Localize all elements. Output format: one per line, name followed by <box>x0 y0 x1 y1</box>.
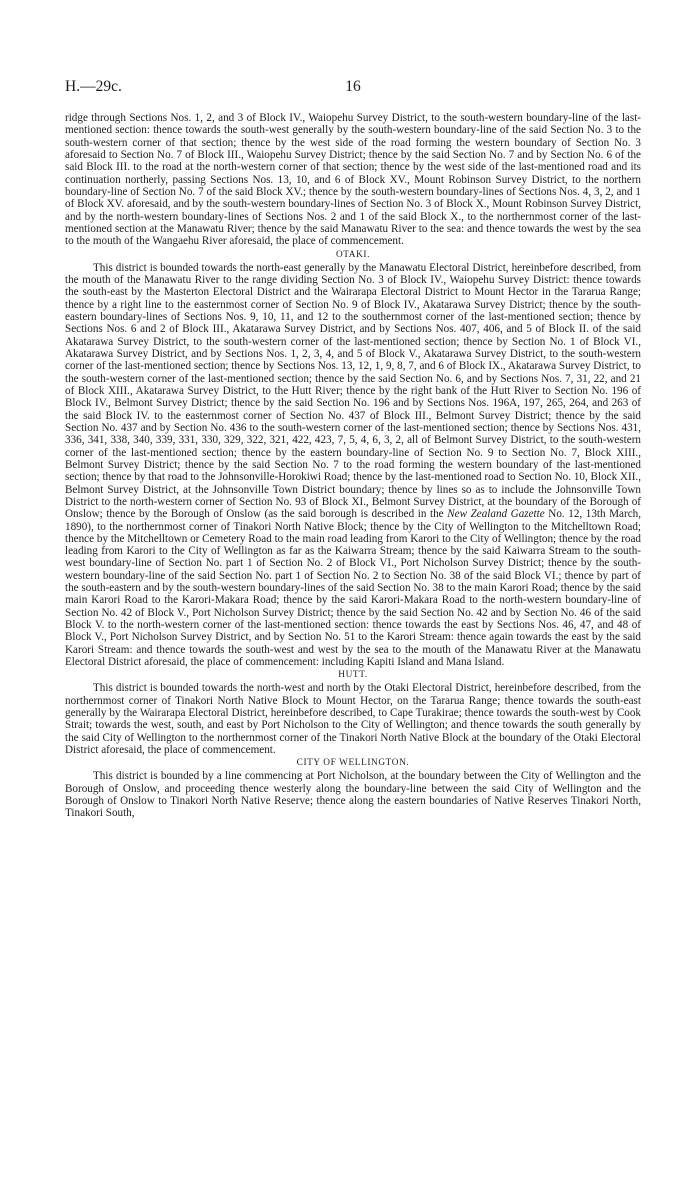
otaki-text-part-2: No. 12, 13th March, 1890), to the northernmost corner of Tinakori North Native Block; thence by the City of Wellington to the Mitchelltown Road; thence by the Mitchelltown or Cemetery Road to the main road leading from Karori to the City of Wellington; thence by the road leading from Karori to the City of Wellington as far as the Kaiwarra Stream; thence by the said Kaiwarra Stream to the south-west boundary-line of Section No. part 1 of Section No. 2 of Block VI., Port Nicholson Survey District; thence by the south-western boundary-line of the said Section No. part 1 of Section No. 2 to Section No. 38 of the said Block VI.; thence by part of the south-eastern and by the south-western boundary-lines of the said Section No. 38 to the main Karori Road; thence by the said main Karori Road to the Karori-Makara Road; thence by the said Karori-Makara Road to the north-western boundary-line of Section No. 42 of Block V., Port Nicholson Survey District; thence by the said Section No. 42 and by Section No. 46 of the said Block V. to the north-western corner of the last-mentioned section: thence towards the east by Sections Nos. 46, 47, and 48 of Block V., Port Nicholson Survey District, and by Section No. 51 to the Karori Stream: thence again towards the east by the said Karori Stream: and thence towards the south-west and west by the sea to the mouth of the Manawatu River at the Manawatu Electoral District aforesaid, the place of commencement: including Kapiti Island and Mana Island. <box>65 508 641 669</box>
otaki-text-part-1: This district is bounded towards the north-east generally by the Manawatu Electoral District, hereinbefore described, from the mouth of the Manawatu River to the range dividing Section No. 3 of Block IV., Waiopehu Survey District: thence towards the south-east by the Masterton Electoral District and the Wairarapa Electoral District to Mount Hector in the Tararua Range; thence by a right line to the easternmost corner of Section No. 9 of Block IV., Akatarawa Survey District; thence by the south-eastern boundary-lines of Sections Nos. 9, 10, 11, and 12 to the southernmost corner of the last-mentioned section; thence by Sections Nos. 6 and 2 of Block III., Akatarawa Survey District, and by Sections Nos. 407, 406, and 5 of Block II. of the said Akatarawa Survey District, to the south-western corner of the last-mentioned section; thence by Section No. 1 of Block VI., Akatarawa Survey District, and by Sections Nos. 1, 2, 3, 4, and 5 of Block V., Akatarawa Survey District, to the south-western corner of the last-mentioned section; thence by Sections Nos. 13, 12, 1, 9, 8, 7, and 6 of Block IX., Akatarawa Survey District, to the south-western corner of the last-mentioned section; thence by the said Section No. 6, and by Sections Nos. 7, 31, 22, and 21 of Block XIII., Akatarawa Survey District, to the Hutt River; thence by the right bank of the Hutt River to Section No. 196 of Block IV., Belmont Survey District; thence by the said Section No. 196 and by Sections Nos. 196A, 197, 265, 264, and 263 of the said Block IV. to the easternmost corner of Section No. 437 of Block III., Belmont Survey District; thence by the said Section No. 437 and by Section No. 436 to the south-western corner of the last-mentioned section; thence by Sections Nos. 431, 336, 341, 338, 340, 339, 331, 330, 329, 322, 321, 422, 423, 7, 5, 4, 6, 3, 2, all of Belmont Survey District, to the south-western corner of the last-mentioned section; thence by the eastern boundary-line of Section No. 9 to Section No. 7, Block XIII., Belmont Survey District; thence by the said Section No. 7 to the road forming the western boundary of the last-mentioned section; thence by that road to the Johnsonville-Horokiwi Road; thence by the last-mentioned road to Section No. 10, Block XII., Belmont Survey District, at the Johnsonville Town District boundary; thence by lines so as to include the Johnsonville Town District to the north-western corner of Section No. 93 of Block XI., Belmont Survey District, at the boundary of the Borough of Onslow; thence by the Borough of Onslow (as the said borough is described in the <box>65 261 641 521</box>
wellington-paragraph: This district is bounded by a line commencing at Port Nicholson, at the boundary between the City of Wellington and the Borough of Onslow, and proceeding thence westerly along the boundary-line between the said City of Wellington and the Borough of Onslow to Tinakori North Native Reserve; thence along the eastern boundaries of Native Reserves Tinakori North, Tinakori South, <box>65 770 641 820</box>
otaki-paragraph <box>65 262 641 669</box>
hutt-paragraph: This district is bounded towards the north-west and north by the Otaki Electoral District, hereinbefore described, from the northernmost corner of Tinakori North Native Block to Mount Hector, on the Tararua Range; thence towards the south-east generally by the Wairarapa Electoral District, hereinbefore described, to Cape Turakirae; thence towards the south-west by Cook Strait; towards the west, south, and east by Port Nicholson to the City of Wellington; and thence towards the south generally by the said City of Wellington to the northernmost corner of the Tinakori North Native Block at the boundary of the Otaki Electoral District aforesaid, the place of commencement. <box>65 682 641 757</box>
page-header <box>65 78 641 100</box>
heading-hutt: HUTT. <box>338 670 368 681</box>
heading-city-of-wellington: CITY OF WELLINGTON. <box>296 758 410 769</box>
heading-otaki: OTAKI. <box>335 249 371 260</box>
page-number: 16 <box>345 78 361 95</box>
intro-paragraph: ridge through Sections Nos. 1, 2, and 3 of Block IV., Waiopehu Survey District, to the south-western boundary-line of the last-mentioned section: thence towards the south-west generally by the south-western boundary-line of the said Section No. 3 to the south-western corner of that section; thence by the west side of the road forming the western boundary of Section No. 3 aforesaid to Section No. 7 of Block III., Waiopehu Survey District; thence by the said Section No. 7 and by Section No. 6 of the said Block III. to the road at the north-western corner of that section; thence by the west side of the last-mentioned road and its continuation northerly, passing Sections Nos. 13, 10, and 6 of Block XV., Mount Robinson Survey District, to the northern boundary-line of Section No. 7 of the said Block XV.; thence by the south-western boundary-lines of Sections Nos. 4, 3, 2, and 1 of Block XV. aforesaid, and by the south-western boundary-lines of Section No. 3 of Block X., Mount Robinson Survey District, and by the north-western boundary-lines of Sections Nos. 2 and 1 of the said Block X., to the northernmost corner of the last-mentioned section at the Manawatu River; thence by the said Manawatu River to the sea: and thence towards the west by the sea to the mouth of the Wangaehu River aforesaid, the place of commencement. <box>65 112 641 248</box>
document-page <box>65 78 641 820</box>
document-reference: H.—29c. <box>65 78 122 95</box>
gazette-title: New Zealand Gazette <box>447 508 545 521</box>
document-body <box>65 112 641 820</box>
